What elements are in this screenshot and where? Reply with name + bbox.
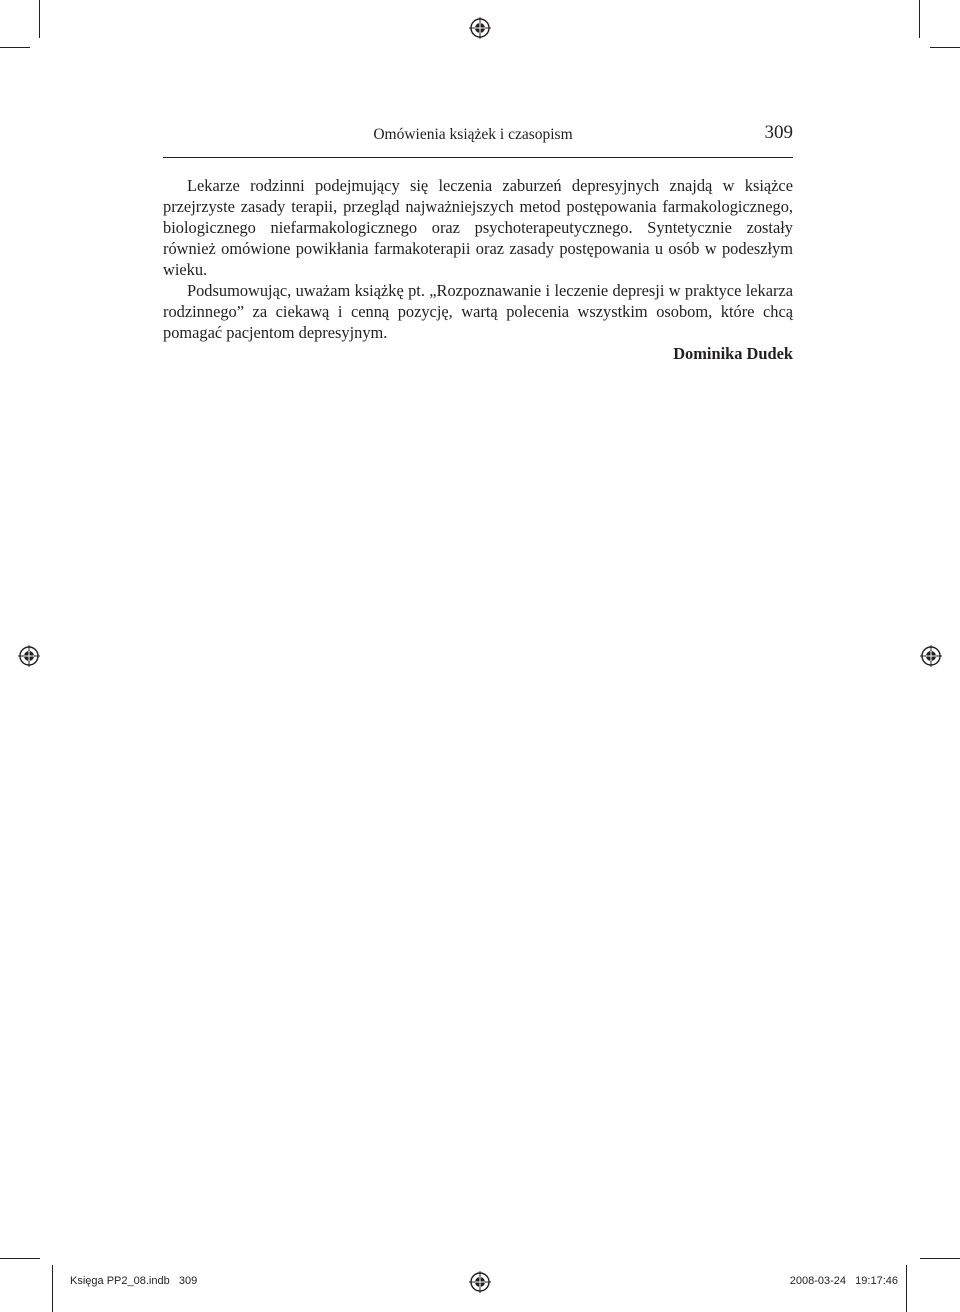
- slug-file: Księga PP2_08.indb 309: [70, 1275, 198, 1287]
- slug-timestamp: 2008-03-24 19:17:46: [789, 1275, 898, 1287]
- crop-mark: [919, 0, 920, 38]
- paragraph: Lekarze rodzinni podejmujący się leczenia zaburzeń depresyjnych znajdą w książce przejrzyste zasady terapii, przegląd najważniejszych metod postępowania farmakologicznego, biologicznego niefarmakologicznego oraz psychoterapeutycznego. Syntetycznie zostały również omówione powikłania farmakoterapii oraz zasady postępowania u osób w podeszłym wieku.: [163, 176, 793, 279]
- article-body: [163, 175, 793, 343]
- registration-target-icon: [18, 645, 40, 667]
- crop-mark: [0, 1258, 40, 1259]
- crop-mark: [906, 1265, 907, 1312]
- crop-mark: [930, 47, 960, 48]
- registration-target-icon: [469, 17, 491, 39]
- crop-mark: [920, 1258, 960, 1259]
- running-title: Omówienia książek i czasopism: [373, 126, 573, 143]
- author-signature: Dominika Dudek: [673, 344, 793, 363]
- registration-target-icon: [469, 1271, 491, 1293]
- crop-mark: [39, 0, 40, 38]
- crop-mark: [52, 1265, 53, 1312]
- page-number: 309: [764, 122, 793, 143]
- running-header: [163, 124, 793, 150]
- header-rule: [163, 157, 793, 158]
- registration-target-icon: [920, 645, 942, 667]
- paragraph: Podsumowując, uważam książkę pt. „Rozpoznawanie i leczenie depresji w praktyce lekarza rodzinnego” za ciekawą i cenną pozycję, wartą polecenia wszystkim osobom, które chcą pomagać pacjentom depresyjnym.: [163, 281, 793, 342]
- crop-mark: [0, 47, 30, 48]
